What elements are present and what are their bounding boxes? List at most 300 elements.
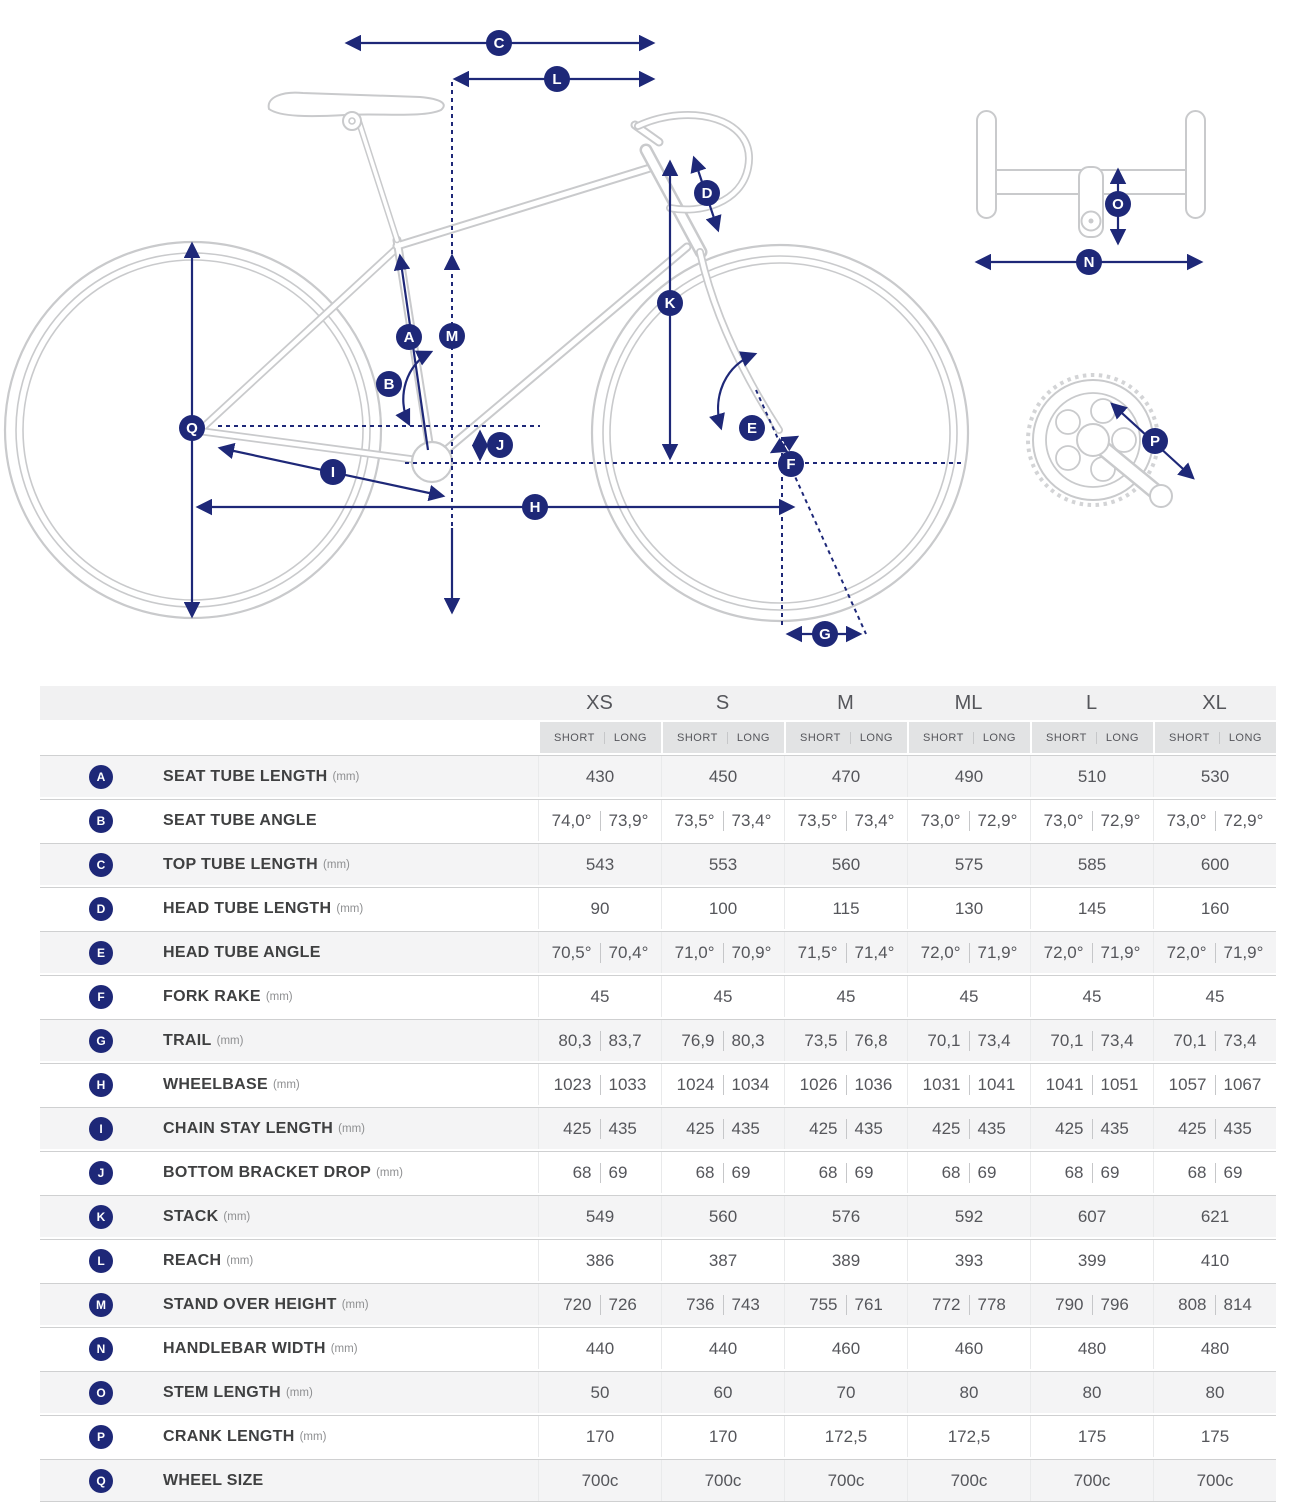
variant-header-row [40,722,1276,753]
variant-header-xl [1153,722,1276,753]
value: 130 [954,898,984,918]
value-cell [1153,756,1276,797]
value-short: 1026 [799,1074,838,1094]
value-short: 68 [1187,1162,1207,1182]
value-short: 1057 [1168,1074,1207,1094]
value-cell [661,1020,784,1061]
variant-header-m [784,722,907,753]
variant-long-label: LONG [982,731,1016,744]
value: 510 [1077,766,1107,786]
variant-separator [850,732,851,744]
value-cell [538,756,661,797]
value-long: 76,8 [854,1030,888,1050]
value-cell [661,1196,784,1237]
value-cell [907,1460,1030,1501]
value-long: 72,9° [977,810,1018,830]
value-long: 71,4° [854,942,895,962]
value: 160 [1200,898,1230,918]
value: 172,5 [824,1426,868,1446]
value: 50 [590,1382,610,1402]
value-cell [1030,1064,1153,1105]
row-label: STAND OVER HEIGHT [163,1295,337,1313]
value-short: 71,5° [797,942,838,962]
value-short: 70,1 [1050,1030,1084,1050]
value-cell [1153,1284,1276,1325]
value-cell [784,844,907,885]
row-header [40,1161,538,1185]
value-cell [661,844,784,885]
geometry-diagram [0,0,1300,678]
table-row-g [40,1019,1276,1061]
value-short: 755 [809,1294,838,1314]
callout-C [486,30,512,56]
row-badge-h: H [89,1073,113,1097]
value-cell [907,1240,1030,1281]
row-header [40,1029,538,1053]
row-unit: (mm) [323,858,350,871]
value-cell [538,976,661,1017]
row-unit: (mm) [226,1254,254,1267]
row-label: CRANK LENGTH [163,1427,295,1445]
value: 175 [1077,1426,1107,1446]
value: 480 [1077,1338,1107,1358]
variant-long-label: LONG [1228,731,1262,744]
row-label: HEAD TUBE ANGLE [163,943,321,961]
value-cell [1030,888,1153,929]
value: 549 [585,1206,615,1226]
size-header-xs: XS [586,691,613,714]
value-short: 70,5° [551,942,592,962]
value-long: 73,4 [1223,1030,1257,1050]
value: 607 [1077,1206,1107,1226]
value: 399 [1077,1250,1107,1270]
value-cell [907,1284,1030,1325]
row-header [40,1381,538,1405]
value-cell [661,1152,784,1193]
value-cell [784,888,907,929]
value-cell [907,1020,1030,1061]
callout-N [1076,249,1102,275]
variant-separator [1219,732,1220,744]
value-cell [907,1152,1030,1193]
row-badge-d: D [89,897,113,921]
row-header [40,941,538,965]
value-cell [1030,1372,1153,1413]
value: 700c [827,1470,865,1490]
row-unit: (mm) [223,1210,251,1223]
value-cell [784,1240,907,1281]
value-cell [661,1240,784,1281]
value: 560 [831,854,861,874]
value: 440 [585,1338,615,1358]
value-long: 435 [1223,1118,1252,1138]
row-badge-q: Q [89,1469,113,1493]
value: 45 [1205,986,1225,1006]
value-long: 73,4° [731,810,772,830]
value-cell [1153,1328,1276,1369]
value-long: 796 [1100,1294,1129,1314]
row-unit: (mm) [330,1342,358,1355]
value-cell [661,932,784,973]
variant-header-ml [907,722,1030,753]
value-long: 73,9° [608,810,649,830]
svg-text:K: K [664,295,676,312]
callout-P [1142,428,1168,454]
value-short: 425 [932,1118,961,1138]
value-cell [784,1328,907,1369]
value-cell [661,756,784,797]
callout-I [320,459,346,485]
row-unit: (mm) [265,990,293,1003]
callout-Q [179,415,205,441]
table-row-n [40,1327,1276,1369]
callout-A [396,324,422,350]
row-badge-k: K [89,1205,113,1229]
row-unit: (mm) [216,1034,244,1047]
value-cell [1030,844,1153,885]
value-cell [661,1284,784,1325]
value-cell [661,1328,784,1369]
value-long: 80,3 [731,1030,765,1050]
value: 700c [1073,1470,1111,1490]
value-long: 71,9° [1223,942,1264,962]
row-badge-j: J [89,1161,113,1185]
callout-M [439,323,465,349]
value-long: 778 [977,1294,1006,1314]
value-cell [907,1064,1030,1105]
row-unit: (mm) [341,1298,369,1311]
label-spacer [40,722,538,753]
value-cell [1153,1152,1276,1193]
svg-text:L: L [552,71,562,88]
variant-separator [1096,732,1097,744]
value-cell [784,1372,907,1413]
value-cell [1153,1416,1276,1457]
value: 393 [954,1250,984,1270]
callout-K [657,290,683,316]
row-unit: (mm) [272,1078,300,1091]
row-label: STACK [163,1207,219,1225]
value-cell [1030,1416,1153,1457]
svg-text:E: E [746,420,758,437]
value-long: 1067 [1223,1074,1262,1094]
value-cell [784,800,907,841]
value: 145 [1077,898,1107,918]
table-row-q [40,1459,1276,1502]
value: 490 [954,766,984,786]
row-header [40,1117,538,1141]
value-cell [907,844,1030,885]
value-short: 68 [695,1162,715,1182]
row-unit: (mm) [285,1386,313,1399]
value-short: 790 [1055,1294,1084,1314]
value-cell [907,1372,1030,1413]
row-header [40,1293,538,1317]
variant-long-label: LONG [859,731,893,744]
row-label: TRAIL [163,1031,212,1049]
table-row-e [40,931,1276,973]
value: 530 [1200,766,1230,786]
value: 172,5 [947,1426,991,1446]
row-badge-g: G [89,1029,113,1053]
table-row-i [40,1107,1276,1149]
value-cell [1030,1328,1153,1369]
value: 480 [1200,1338,1230,1358]
variant-header-s [661,722,784,753]
value: 585 [1077,854,1107,874]
value-cell [661,1064,784,1105]
value-short: 1024 [676,1074,715,1094]
row-badge-a: A [89,765,113,789]
callout-O [1105,191,1131,217]
value-cell [784,932,907,973]
row-badge-c: C [89,853,113,877]
value-cell [1030,1284,1153,1325]
value-short: 68 [941,1162,961,1182]
value-cell [538,1240,661,1281]
table-row-p [40,1415,1276,1457]
value-cell [907,888,1030,929]
value-cell [1030,1020,1153,1061]
value: 80 [1082,1382,1102,1402]
value-long: 435 [1100,1118,1129,1138]
row-header [40,897,538,921]
value: 45 [713,986,733,1006]
value-long: 69 [731,1162,751,1182]
value-short: 72,0° [920,942,961,962]
value-cell [538,1196,661,1237]
variant-long-label: LONG [613,731,647,744]
value-cell [1153,1372,1276,1413]
value-long: 743 [731,1294,760,1314]
value-cell [1153,1020,1276,1061]
value-cell [1153,932,1276,973]
value-cell [1030,1460,1153,1501]
value-cell [538,1020,661,1061]
row-header [40,1337,538,1361]
variant-short-label: SHORT [800,731,841,744]
value-cell [907,976,1030,1017]
value-short: 70,1 [927,1030,961,1050]
row-label: REACH [163,1251,222,1269]
row-badge-f: F [89,985,113,1009]
value: 470 [831,766,861,786]
value-cell [784,1416,907,1457]
value-cell [784,1020,907,1061]
row-label: WHEEL SIZE [163,1471,264,1489]
svg-text:O: O [1112,196,1124,213]
value-short: 425 [809,1118,838,1138]
value: 90 [590,898,610,918]
value-short: 73,5 [804,1030,838,1050]
value-cell [661,800,784,841]
row-header [40,1249,538,1273]
value-cell [538,888,661,929]
row-label: CHAIN STAY LENGTH [163,1119,334,1137]
value-short: 68 [572,1162,592,1182]
value-cell [1153,844,1276,885]
size-header-ml: ML [954,691,983,714]
value-long: 1041 [977,1074,1016,1094]
value-cell [784,1460,907,1501]
svg-text:C: C [493,35,505,52]
value-short: 425 [1055,1118,1084,1138]
callout-L [544,66,570,92]
value-cell [907,1328,1030,1369]
size-header-xl: XL [1202,691,1227,714]
value-long: 761 [854,1294,883,1314]
row-header [40,853,538,877]
variant-separator [604,732,605,744]
value: 60 [713,1382,733,1402]
variant-short-label: SHORT [1169,731,1210,744]
value-cell [1153,1460,1276,1501]
dimension-arrows [192,43,1201,634]
size-header-m: M [837,691,854,714]
svg-text:I: I [330,464,336,481]
value-long: 1036 [854,1074,893,1094]
value-long: 69 [854,1162,874,1182]
value-short: 425 [563,1118,592,1138]
svg-text:H: H [529,499,541,516]
value-short: 1023 [553,1074,592,1094]
value: 80 [1205,1382,1225,1402]
row-badge-o: O [89,1381,113,1405]
value: 700c [1196,1470,1234,1490]
value-short: 71,0° [674,942,715,962]
value: 115 [832,898,860,918]
value: 170 [708,1426,738,1446]
value-long: 1034 [731,1074,770,1094]
value-long: 71,9° [977,942,1018,962]
table-row-m [40,1283,1276,1325]
variant-separator [727,732,728,744]
value-long: 73,4° [854,810,895,830]
value-cell [1153,888,1276,929]
row-header [40,1469,538,1493]
value-long: 73,4 [977,1030,1011,1050]
value-cell [1153,1064,1276,1105]
value-long: 435 [854,1118,883,1138]
value-long: 70,4° [608,942,649,962]
value-cell [661,1372,784,1413]
row-label: SEAT TUBE LENGTH [163,767,328,785]
row-badge-l: L [89,1249,113,1273]
table-row-b [40,799,1276,841]
value: 592 [954,1206,984,1226]
value: 621 [1200,1206,1230,1226]
variant-short-label: SHORT [677,731,718,744]
table-row-j [40,1151,1276,1193]
value: 560 [708,1206,738,1226]
value-cell [538,932,661,973]
value-short: 73,5° [674,810,715,830]
row-label: SEAT TUBE ANGLE [163,811,317,829]
row-header [40,1425,538,1449]
row-label: BOTTOM BRACKET DROP [163,1163,372,1181]
value-cell [1153,1240,1276,1281]
value-long: 435 [731,1118,760,1138]
value: 440 [708,1338,738,1358]
row-label: STEM LENGTH [163,1383,281,1401]
value-cell [907,932,1030,973]
value-cell [538,1064,661,1105]
row-unit: (mm) [336,902,364,915]
value-cell [538,1328,661,1369]
svg-text:P: P [1149,433,1161,450]
value-cell [784,1108,907,1149]
value-cell [907,1196,1030,1237]
value-long: 814 [1223,1294,1252,1314]
value-cell [784,1284,907,1325]
svg-text:A: A [403,329,415,346]
value-short: 74,0° [551,810,592,830]
value: 450 [708,766,738,786]
callout-E [739,415,765,441]
value-cell [538,844,661,885]
value-cell [1030,1196,1153,1237]
value: 386 [585,1250,615,1270]
row-unit: (mm) [332,770,360,783]
value-cell [784,1196,907,1237]
variant-header-xs [538,722,661,753]
value-short: 1041 [1045,1074,1084,1094]
value: 700c [704,1470,742,1490]
variant-short-label: SHORT [554,731,595,744]
row-badge-n: N [89,1337,113,1361]
value-cell [538,1108,661,1149]
row-header [40,985,538,1009]
value: 45 [590,986,610,1006]
value-short: 68 [1064,1162,1084,1182]
table-row-h [40,1063,1276,1105]
table-row-l [40,1239,1276,1281]
value-cell [538,1460,661,1501]
value-cell [1153,1108,1276,1149]
value-cell [907,1416,1030,1457]
value-long: 71,9° [1100,942,1141,962]
value: 45 [836,986,856,1006]
value-cell [1030,1240,1153,1281]
row-header [40,1073,538,1097]
reference-lines [218,82,963,634]
value-long: 73,4 [1100,1030,1134,1050]
value: 170 [585,1426,615,1446]
value: 387 [708,1250,738,1270]
svg-text:F: F [786,456,796,473]
row-header [40,1205,538,1229]
value-long: 69 [1223,1162,1243,1182]
variant-long-label: LONG [736,731,770,744]
value-long: 435 [977,1118,1006,1138]
row-label: HANDLEBAR WIDTH [163,1339,326,1357]
value-cell [1030,1152,1153,1193]
row-badge-i: I [89,1117,113,1141]
value: 700c [581,1470,619,1490]
row-label: WHEELBASE [163,1075,268,1093]
value: 80 [959,1382,979,1402]
value-short: 76,9 [681,1030,715,1050]
value-short: 736 [686,1294,715,1314]
value-cell [784,976,907,1017]
callout-badges [179,30,1168,647]
value-long: 72,9° [1100,810,1141,830]
value-cell [538,1284,661,1325]
value-cell [661,976,784,1017]
value-cell [907,800,1030,841]
value-cell [784,1152,907,1193]
value-short: 72,0° [1166,942,1207,962]
